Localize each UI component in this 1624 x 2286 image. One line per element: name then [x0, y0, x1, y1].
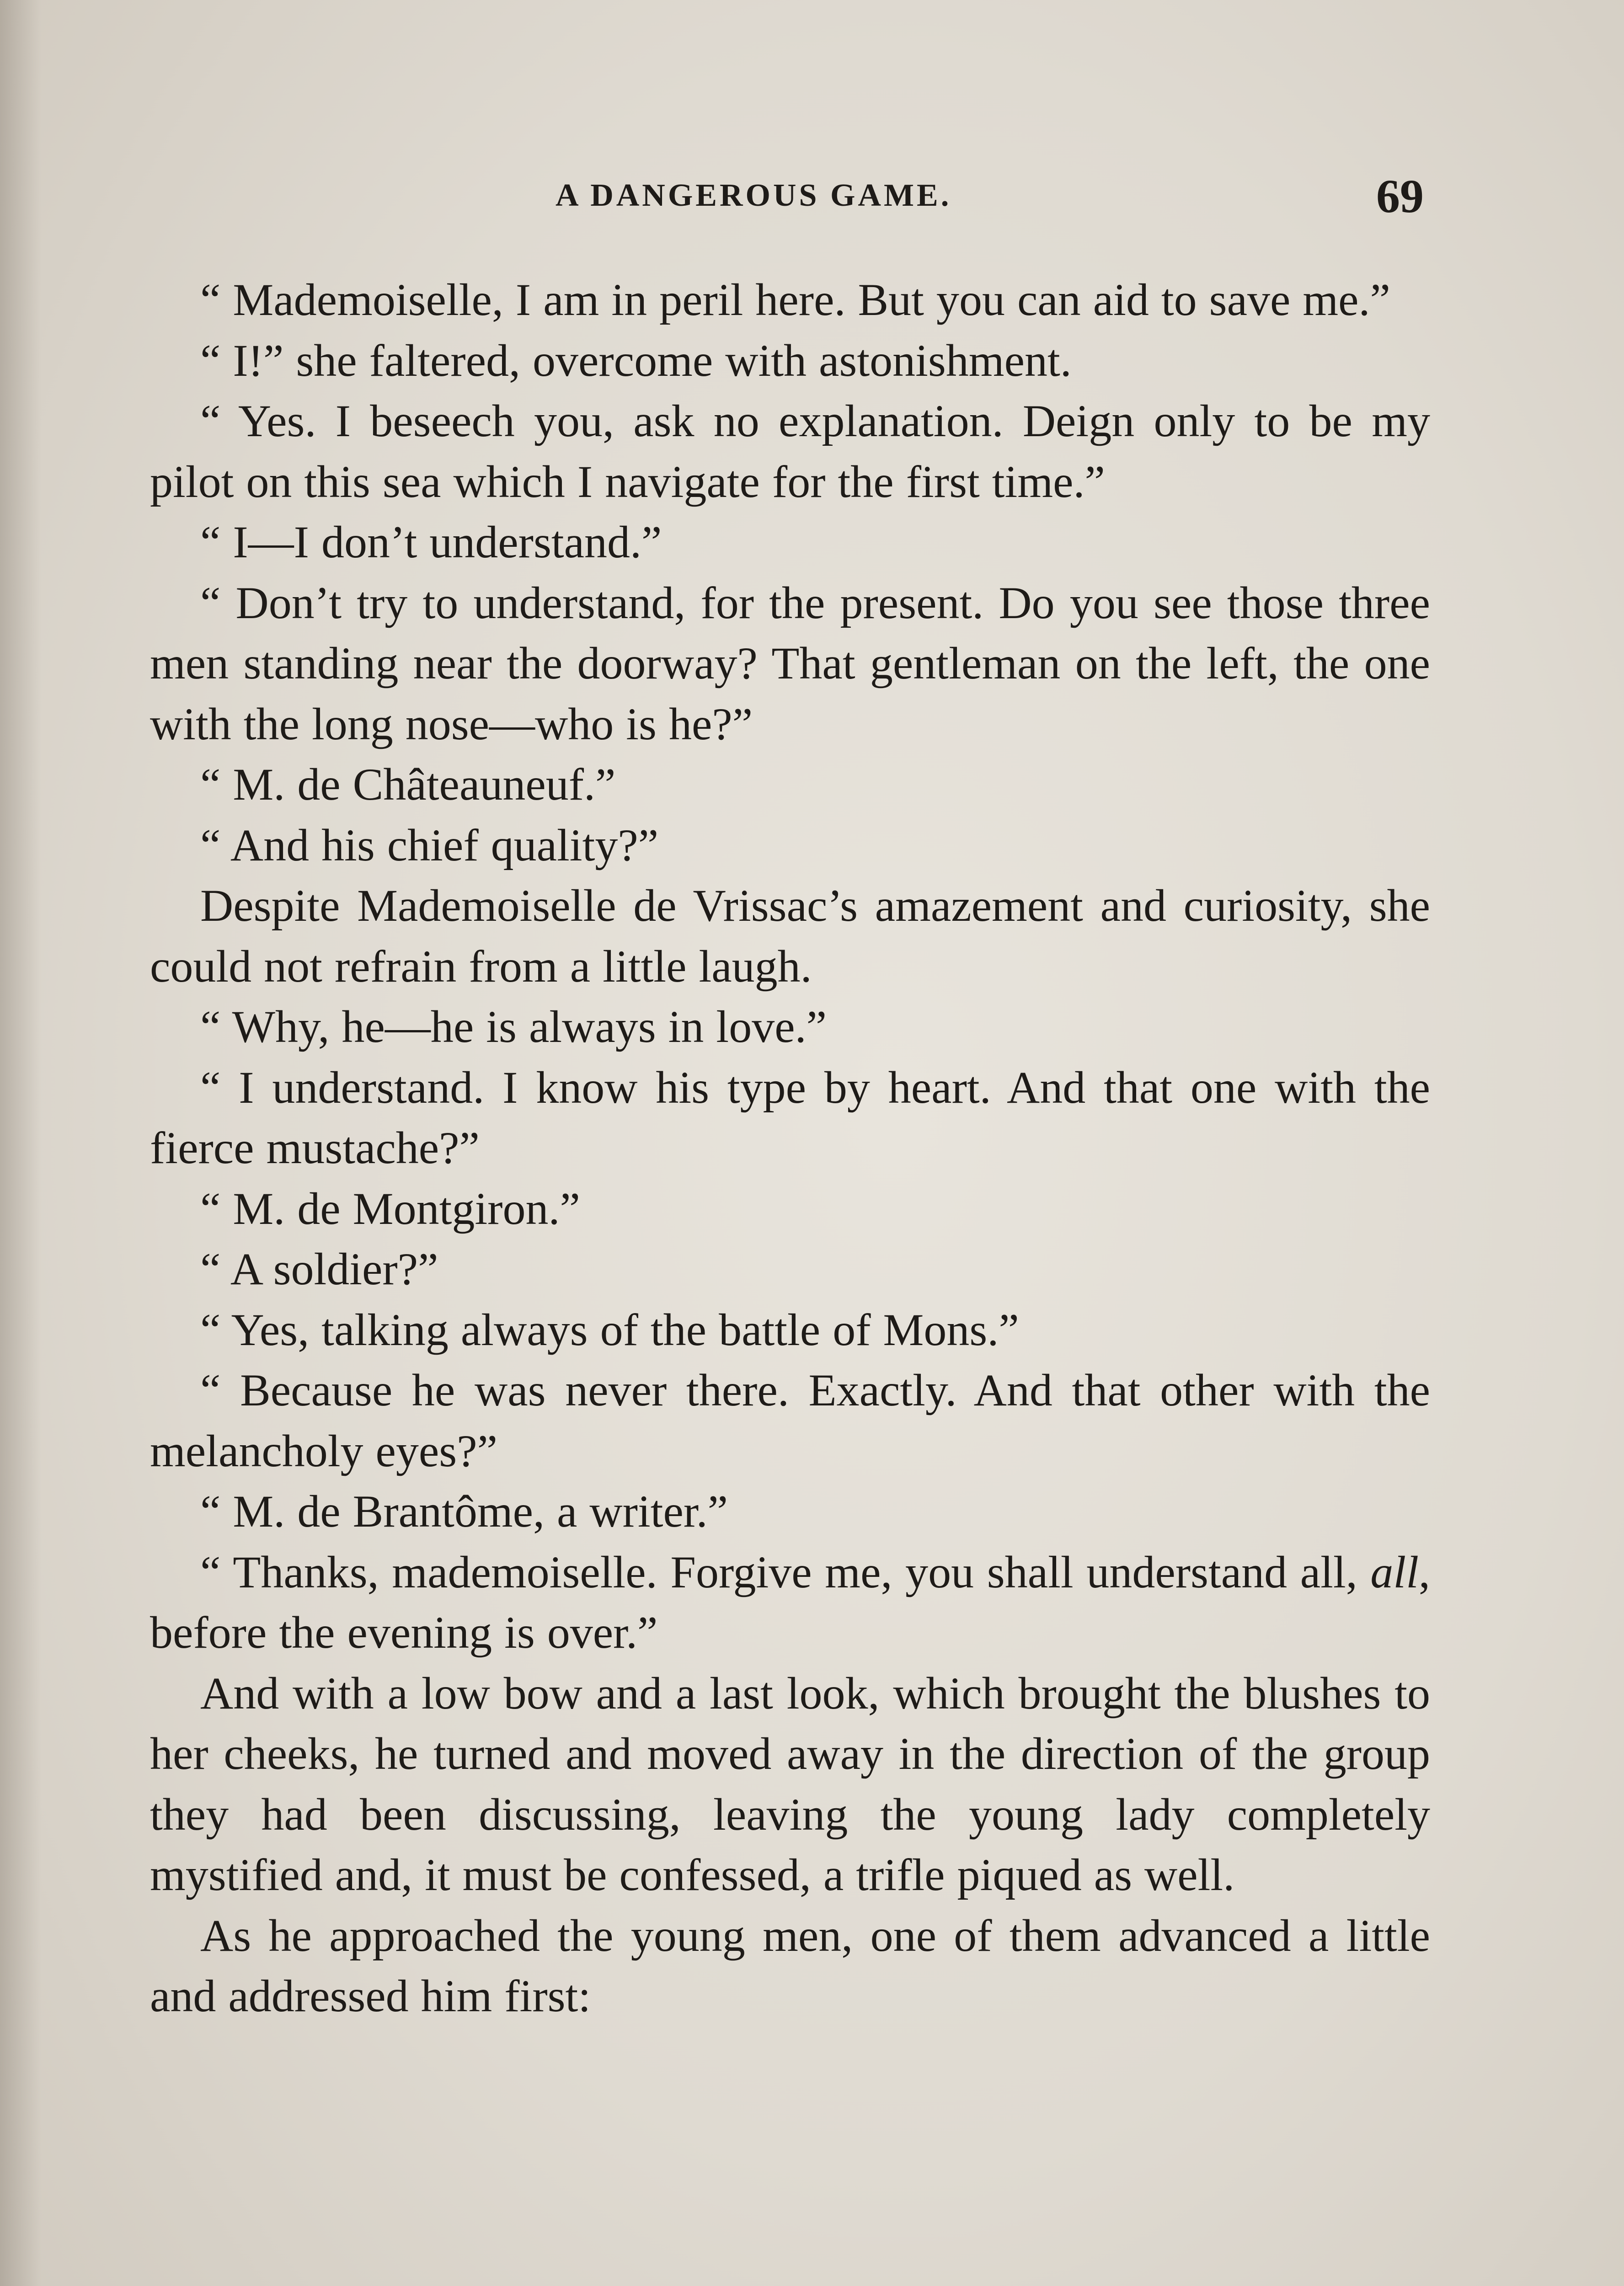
paragraph: “ Because he was never there. Exactly. And that other with the melancholy eyes?” — [150, 1365, 1430, 1476]
paragraph: “ Mademoiselle, I am in peril here. But you can aid to save me.” — [200, 274, 1390, 325]
paragraph: “ M. de Montgiron.” — [200, 1183, 580, 1234]
emphasis: all — [1370, 1546, 1419, 1597]
paragraph: “ M. de Brantôme, a writer.” — [200, 1486, 728, 1537]
paragraph-text: , before the evening is over.” — [150, 1546, 1430, 1658]
paragraph: “ I understand. I know his type by heart. And that one with the fierce mustache?” — [150, 1062, 1430, 1173]
paragraph: As he approached the young men, one of them advanced a little and addressed him first: — [150, 1910, 1430, 2021]
paragraph: “ Don’t try to understand, for the present. Do you see those three men standing near the doorway? That gentleman on the left, the one with the long nose—who is he?” — [150, 577, 1430, 749]
paragraph — [150, 1542, 1430, 1663]
paragraph-text: “ Thanks, mademoiselle. Forgive me, you shall understand all, — [200, 1546, 1371, 1597]
paragraph: “ And his chief quality?” — [200, 819, 659, 871]
running-title: A DANGEROUS GAME. — [556, 178, 952, 213]
gutter-shadow — [0, 0, 41, 2286]
paragraph: And with a low bow and a last look, which brought the blushes to her cheeks, he turned and moved away in the direction of the group they had been discussing, leaving the young lady completely mystified and, it must be confessed, a trifle piqued as well. — [150, 1667, 1430, 1900]
paragraph: “ M. de Châteauneuf.” — [200, 759, 616, 810]
paragraph: “ Yes. I beseech you, ask no explanation. Deign only to be my pilot on this sea which I navigate for the first time.” — [150, 395, 1430, 507]
page-number: 69 — [1376, 170, 1424, 223]
paragraph: Despite Mademoiselle de Vrissac’s amazement and curiosity, she could not refrain from a little laugh. — [150, 880, 1430, 992]
paragraph: “ A soldier?” — [200, 1244, 438, 1294]
paragraph: “ Why, he—he is always in love.” — [200, 1001, 827, 1052]
paragraph: “ I!” she faltered, overcome with astonishment. — [200, 335, 1072, 386]
body-text — [150, 270, 1430, 2027]
paragraph: “ Yes, talking always of the battle of Mons.” — [200, 1304, 1019, 1355]
paragraph: “ I—I don’t understand.” — [200, 517, 662, 567]
